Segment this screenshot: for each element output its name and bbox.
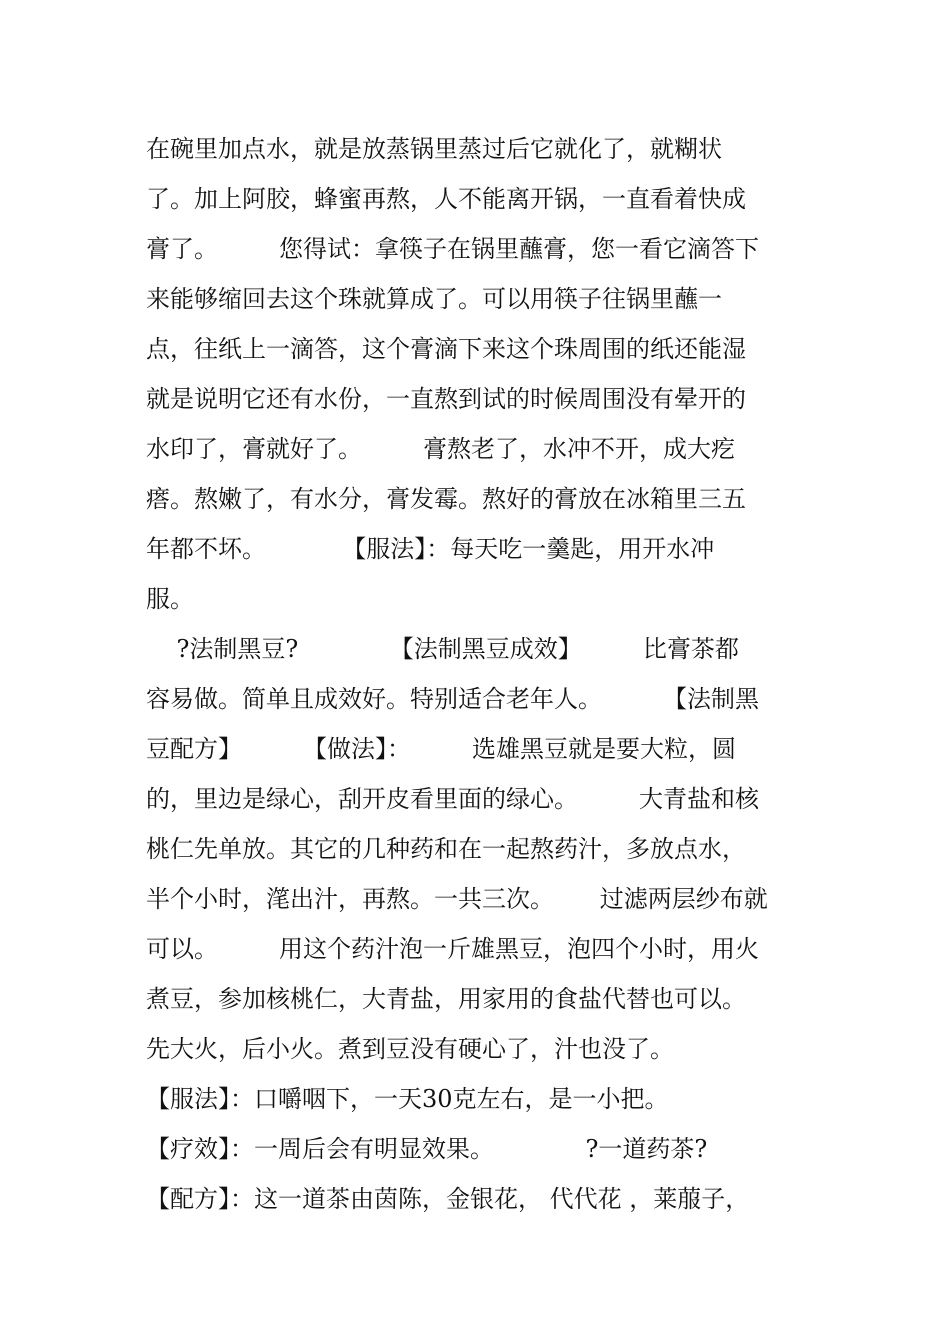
text-line: 就是说明它还有水份，一直熬到试的时候周围没有晕开的 bbox=[146, 385, 746, 413]
section-heading-line: ?法制黑豆? 【法制黑豆成效】 比膏茶都 bbox=[146, 635, 739, 663]
text-line: 豆配方】 【做法】： 选雄黑豆就是要大粒，圆 bbox=[146, 735, 737, 763]
text-line: 了。加上阿胶，蜂蜜再熬，人不能离开锅，一直看着快成 bbox=[146, 185, 746, 213]
text-line: 半个小时，滗出汁，再熬。一共三次。 过滤两层纱布就 bbox=[146, 885, 768, 913]
text-line: 【疗效】：一周后会有明显效果。 ?一道药茶? bbox=[146, 1135, 708, 1163]
text-line: 容易做。简单且成效好。特别适合老年人。 【法制黑 bbox=[146, 685, 760, 713]
text-line: 可以。 用这个药汁泡一斤雄黑豆，泡四个小时，用火 bbox=[146, 935, 760, 963]
text-line: 服。 bbox=[146, 585, 194, 613]
text-line: 瘩。熬嫩了，有水分，膏发霉。熬好的膏放在冰箱里三五 bbox=[146, 485, 746, 513]
text-line: 在碗里加点水，就是放蒸锅里蒸过后它就化了，就糊状 bbox=[146, 135, 722, 163]
text-line: 煮豆，参加核桃仁，大青盐，用家用的食盐代替也可以。 bbox=[146, 985, 746, 1013]
text-line: 先大火，后小火。煮到豆没有硬心了，汁也没了。 bbox=[146, 1035, 674, 1063]
text-line: 的，里边是绿心，刮开皮看里面的绿心。 大青盐和核 bbox=[146, 785, 760, 813]
text-line: 点，往纸上一滴答，这个膏滴下来这个珠周围的纸还能湿 bbox=[146, 335, 746, 363]
text-line: 【配方】：这一道茶由茵陈，金银花， 代代花 ，莱菔子， bbox=[146, 1185, 750, 1213]
text-line: 膏了。 您得试：拿筷子在锅里蘸膏，您一看它滴答下 bbox=[146, 235, 760, 263]
text-line: 桃仁先单放。其它的几种药和在一起熬药汁，多放点水， bbox=[146, 835, 746, 863]
text-line: 【服法】：口嚼咽下，一天30克左右，是一小把。 bbox=[146, 1085, 669, 1113]
text-line: 水印了，膏就好了。 膏熬老了，水冲不开，成大疙 bbox=[146, 435, 736, 463]
text-line: 年都不坏。 【服法】：每天吃一羹匙，用开水冲 bbox=[146, 535, 715, 563]
text-line: 来能够缩回去这个珠就算成了。可以用筷子往锅里蘸一 bbox=[146, 285, 722, 313]
